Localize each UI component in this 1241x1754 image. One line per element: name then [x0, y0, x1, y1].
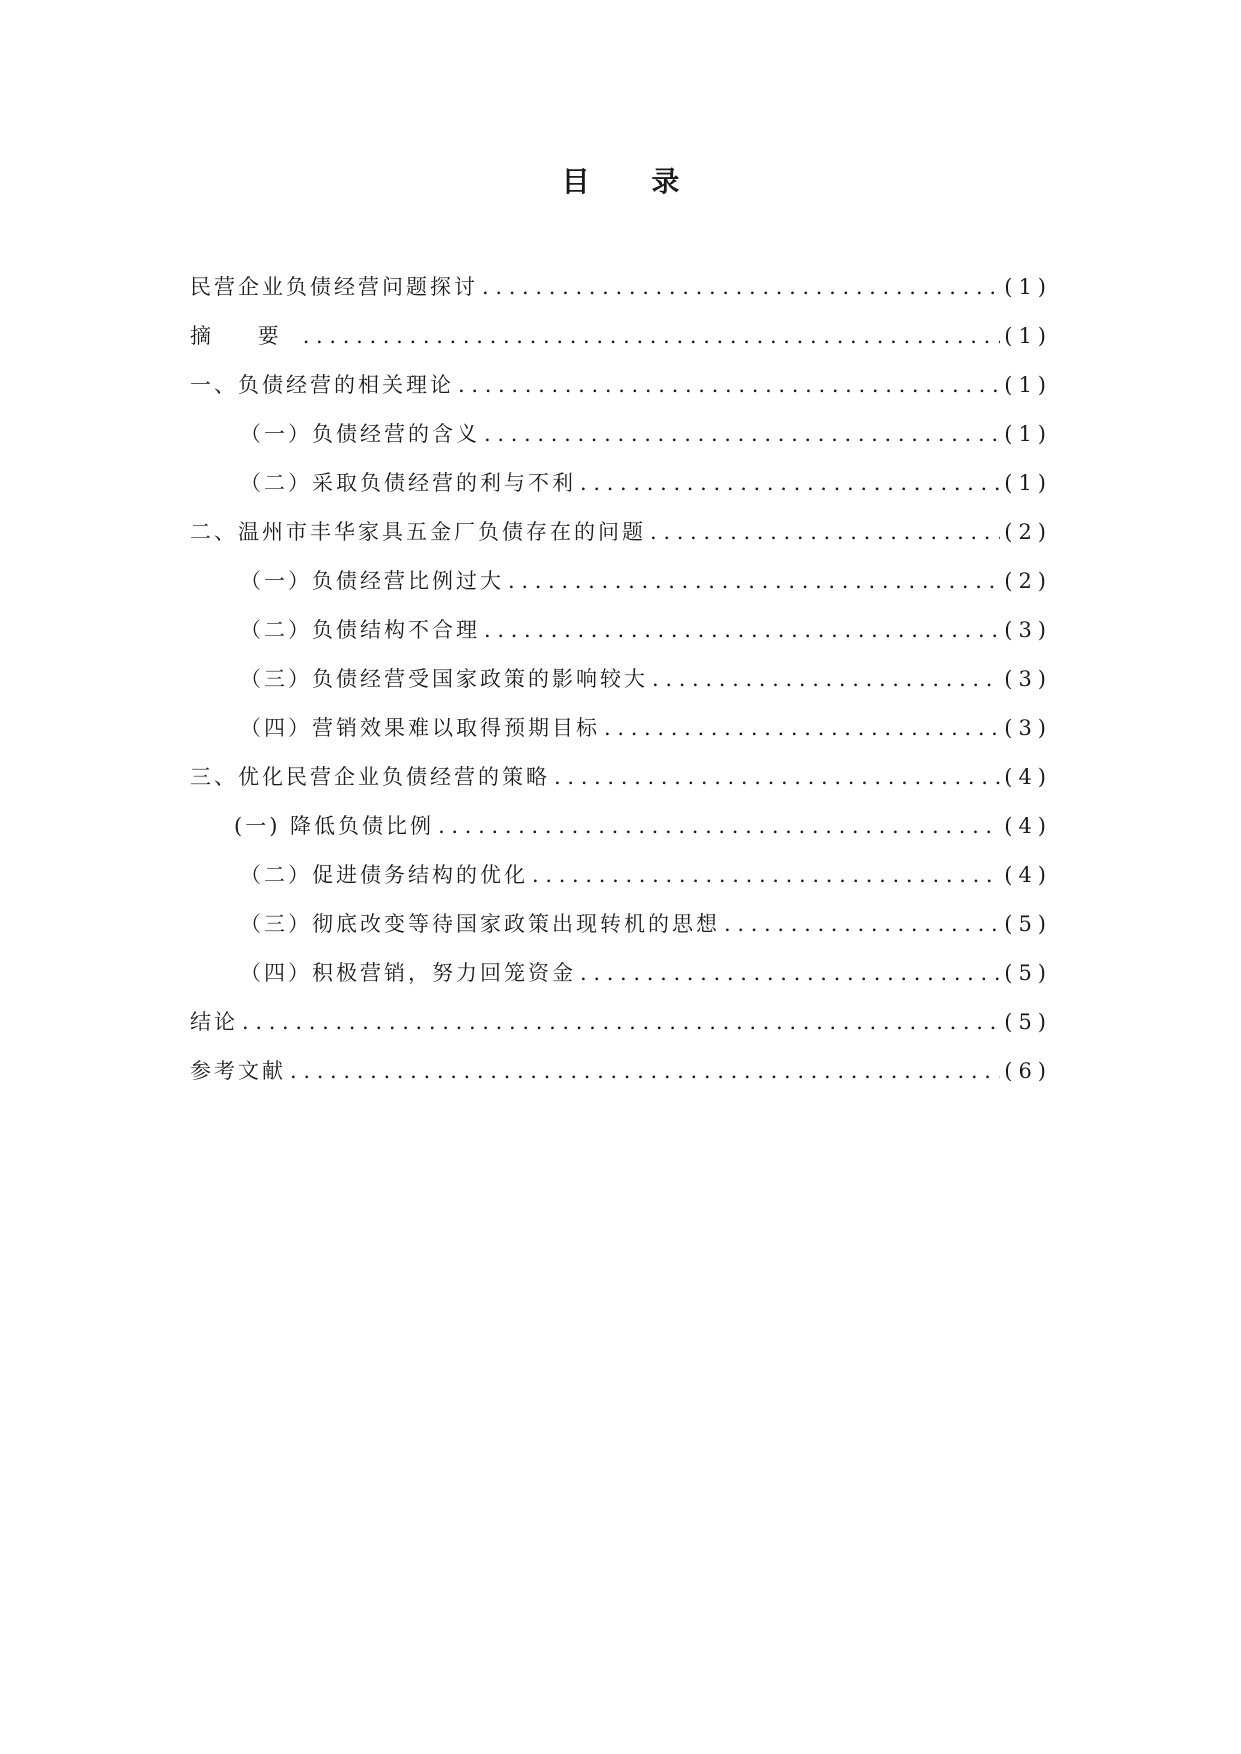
toc-dot-leader	[652, 664, 1000, 694]
toc-dot-leader	[508, 566, 1000, 596]
toc-entry[interactable]	[190, 664, 1052, 713]
toc-page-number: (3)	[1004, 618, 1052, 642]
toc-dot-leader	[580, 468, 1000, 498]
toc-entry[interactable]	[190, 517, 1052, 566]
toc-page-number: (4)	[1004, 814, 1052, 838]
toc-dot-leader	[290, 1056, 1000, 1086]
toc-entry[interactable]	[190, 615, 1052, 664]
toc-dot-leader	[482, 272, 1000, 302]
toc-entry-text: 二、温州市丰华家具五金厂负债存在的问题	[190, 520, 646, 544]
toc-entry[interactable]	[190, 468, 1052, 517]
toc-page-number: (1)	[1004, 422, 1052, 446]
toc-page-number: (4)	[1004, 863, 1052, 887]
toc-entry[interactable]	[190, 713, 1052, 762]
toc-entry-text: （三）负债经营受国家政策的影响较大	[240, 667, 648, 691]
toc-entry[interactable]	[190, 272, 1052, 321]
toc-entry-text: （四）积极营销，努力回笼资金	[240, 961, 576, 985]
toc-dot-leader	[604, 713, 1000, 743]
toc-entry-text: 三、优化民营企业负债经营的策略	[190, 765, 550, 789]
toc-title: 目 录	[561, 165, 706, 198]
toc-entry[interactable]	[190, 762, 1052, 811]
toc-dot-leader	[580, 958, 1000, 988]
toc-entry-text: 民营企业负债经营问题探讨	[190, 275, 478, 299]
toc-entry[interactable]	[190, 860, 1052, 909]
toc-dot-leader	[554, 762, 1000, 792]
toc-page-number: (6)	[1004, 1059, 1052, 1083]
toc-entry-text: （一）负债经营比例过大	[240, 569, 504, 593]
toc-entry[interactable]	[190, 321, 1052, 370]
toc-page-number: (4)	[1004, 765, 1052, 789]
toc-dot-leader	[458, 370, 1000, 400]
toc-entry[interactable]	[190, 566, 1052, 615]
table-of-contents	[190, 272, 1052, 1105]
toc-entry-text: （四）营销效果难以取得预期目标	[240, 716, 600, 740]
toc-page-number: (1)	[1004, 471, 1052, 495]
toc-entry[interactable]	[190, 1056, 1052, 1105]
toc-entry[interactable]	[190, 370, 1052, 419]
toc-page-number: (5)	[1004, 1010, 1052, 1034]
toc-entry-text: 摘 要	[190, 324, 299, 348]
toc-entry-text: （二）采取负债经营的利与不利	[240, 471, 576, 495]
toc-page-number: (3)	[1004, 667, 1052, 691]
toc-dot-leader	[484, 419, 1000, 449]
toc-entry-text: 参考文献	[190, 1059, 286, 1083]
toc-page-number: (5)	[1004, 961, 1052, 985]
toc-dot-leader	[303, 321, 1001, 351]
toc-entry-text: (一) 降低负债比例	[234, 814, 435, 838]
toc-dot-leader	[438, 811, 1000, 841]
toc-dot-leader	[242, 1007, 1000, 1037]
toc-page-number: (1)	[1004, 275, 1052, 299]
toc-entry[interactable]	[190, 909, 1052, 958]
toc-page-number: (5)	[1004, 912, 1052, 936]
toc-page-number: (2)	[1004, 520, 1052, 544]
toc-entry-text: 结论	[190, 1010, 238, 1034]
toc-entry-text: 一、负债经营的相关理论	[190, 373, 454, 397]
toc-page-number: (1)	[1004, 324, 1052, 348]
toc-dot-leader	[532, 860, 1000, 890]
toc-entry[interactable]	[190, 958, 1052, 1007]
toc-entry-text: （三）彻底改变等待国家政策出现转机的思想	[240, 912, 720, 936]
toc-dot-leader	[724, 909, 1000, 939]
toc-entry[interactable]	[190, 811, 1052, 860]
toc-dot-leader	[484, 615, 1000, 645]
toc-page-number: (2)	[1004, 569, 1052, 593]
toc-entry-text: （一）负债经营的含义	[240, 422, 480, 446]
toc-entry[interactable]	[190, 419, 1052, 468]
toc-dot-leader	[650, 517, 1000, 547]
toc-entry-text: （二）促进债务结构的优化	[240, 863, 528, 887]
toc-entry[interactable]	[190, 1007, 1052, 1056]
toc-page-number: (3)	[1004, 716, 1052, 740]
toc-page-number: (1)	[1004, 373, 1052, 397]
toc-entry-text: （二）负债结构不合理	[240, 618, 480, 642]
